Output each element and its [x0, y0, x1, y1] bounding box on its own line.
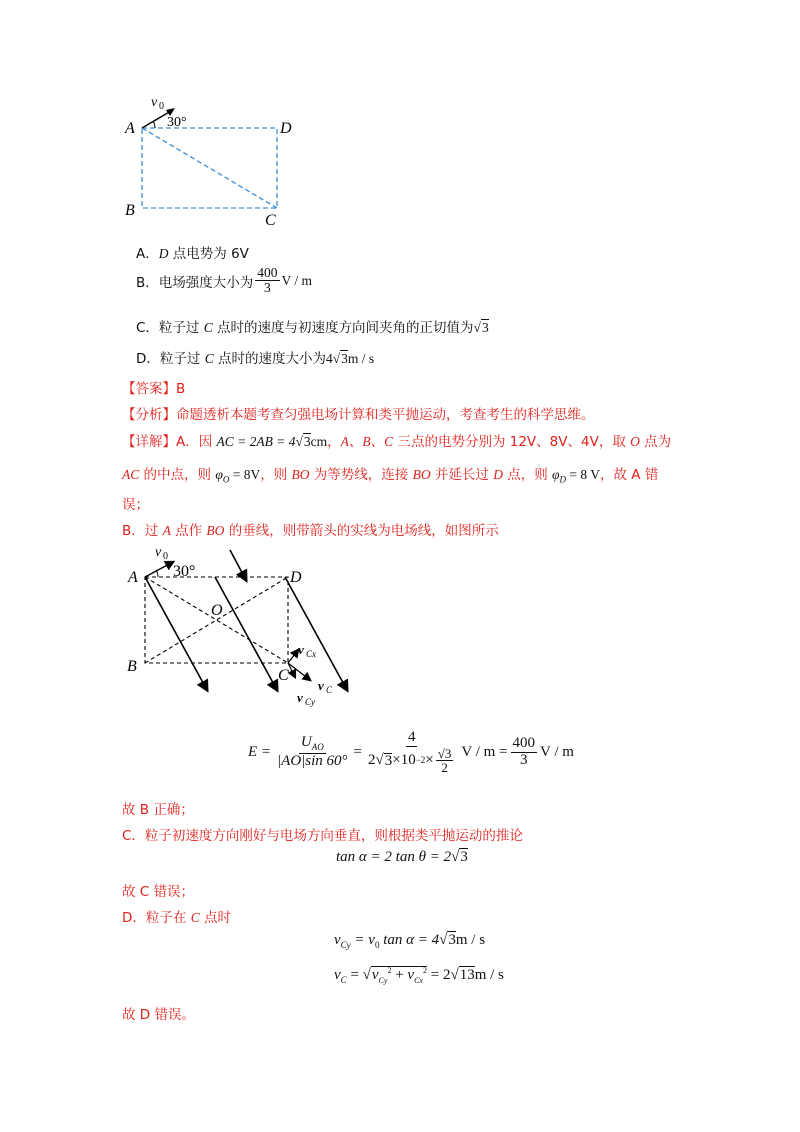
fig2-label-vc: v — [318, 678, 324, 693]
conclusion-b: 故 B 正确； — [122, 802, 194, 818]
svg-text:Cy: Cy — [305, 697, 315, 707]
label-D: D — [280, 120, 292, 137]
svg-text:0: 0 — [159, 101, 164, 112]
conclusion-c: 故 C 错误； — [122, 884, 195, 900]
fig2-label-B: B — [127, 658, 137, 675]
label-B: B — [125, 202, 135, 219]
detail-line-3: 误； — [122, 497, 149, 513]
fig2-label-O: O — [211, 602, 223, 619]
analysis-line: 【分析】命题透析本题考查匀强电场计算和类平抛运动，考查考生的科学思维。 — [122, 407, 595, 423]
equation-field-strength: E = $\frac{U_{AO}}{|AO|\sin 60^\circ}$ = 4 2 √ 3 ×10 −2 × $\frac{√3}{2}$ V / m = $\frac{400}{3}$ V / m — [248, 729, 574, 776]
svg-text:Cx: Cx — [306, 649, 316, 659]
option-c: C．粒子过 C 点时的速度与初速度方向间夹角的正切值为√3 — [136, 320, 489, 336]
label-A: A — [125, 120, 135, 137]
fig2-label-vcy: v — [297, 690, 303, 705]
detail-line-d: D．粒子在 C 点时 — [122, 910, 231, 926]
figure-field-lines-diagram — [115, 540, 365, 720]
fig2-label-v0: v — [155, 545, 162, 560]
fig2-label-A: A — [128, 569, 138, 586]
fig2-label-angle: 30° — [173, 563, 196, 580]
option-d: D．粒子过 C 点时的速度大小为4√3m / s — [136, 351, 375, 367]
figure-rectangle-diagram — [115, 90, 315, 230]
equation-vcy: $v_{Cy} = v_0$ tan α = 4√3m / s — [334, 932, 486, 950]
fig2-label-vcx: v — [298, 642, 304, 657]
conclusion-d: 故 D 错误。 — [122, 1007, 195, 1023]
fig2-label-C: C — [278, 667, 289, 684]
answer-line: 【答案】B — [122, 381, 186, 397]
svg-text:C: C — [326, 685, 333, 695]
label-angle: 30° — [167, 115, 187, 130]
detail-line-c: C．粒子初速度方向刚好与电场方向垂直，则根据类平抛运动的推论 — [122, 828, 523, 844]
equation-vc: $v_C = √v_{Cy}^2 + v_{Cx}^2 = 2√13m / s$ — [334, 966, 504, 985]
fig2-label-D: D — [290, 569, 302, 586]
label-v0: v — [151, 95, 158, 110]
detail-line-1: 【详解】A．因 AC = 2AB = 4√3cm，A、B、C 三点的电势分别为 12V、8V、4V，取 O 点为 — [122, 434, 672, 450]
detail-line-b: B．过 A 点作 BO 的垂线，则带箭头的实线为电场线，如图所示 — [122, 523, 499, 539]
label-C: C — [265, 212, 276, 229]
equation-tan: tan α = 2 tan θ = 2√3 — [336, 849, 468, 865]
detail-line-2: AC 的中点，则 $\varphi_O = 8V$，则 BO 为等势线，连接 BO 并延长过 D 点，则 $\varphi_D = 8$ V，故 A 错 — [122, 467, 659, 485]
option-b: B．电场强度大小为 $\frac{400}{3}$ V / m — [136, 265, 313, 296]
svg-text:0: 0 — [163, 551, 168, 562]
option-a: A．D 点电势为 6V — [136, 246, 249, 262]
